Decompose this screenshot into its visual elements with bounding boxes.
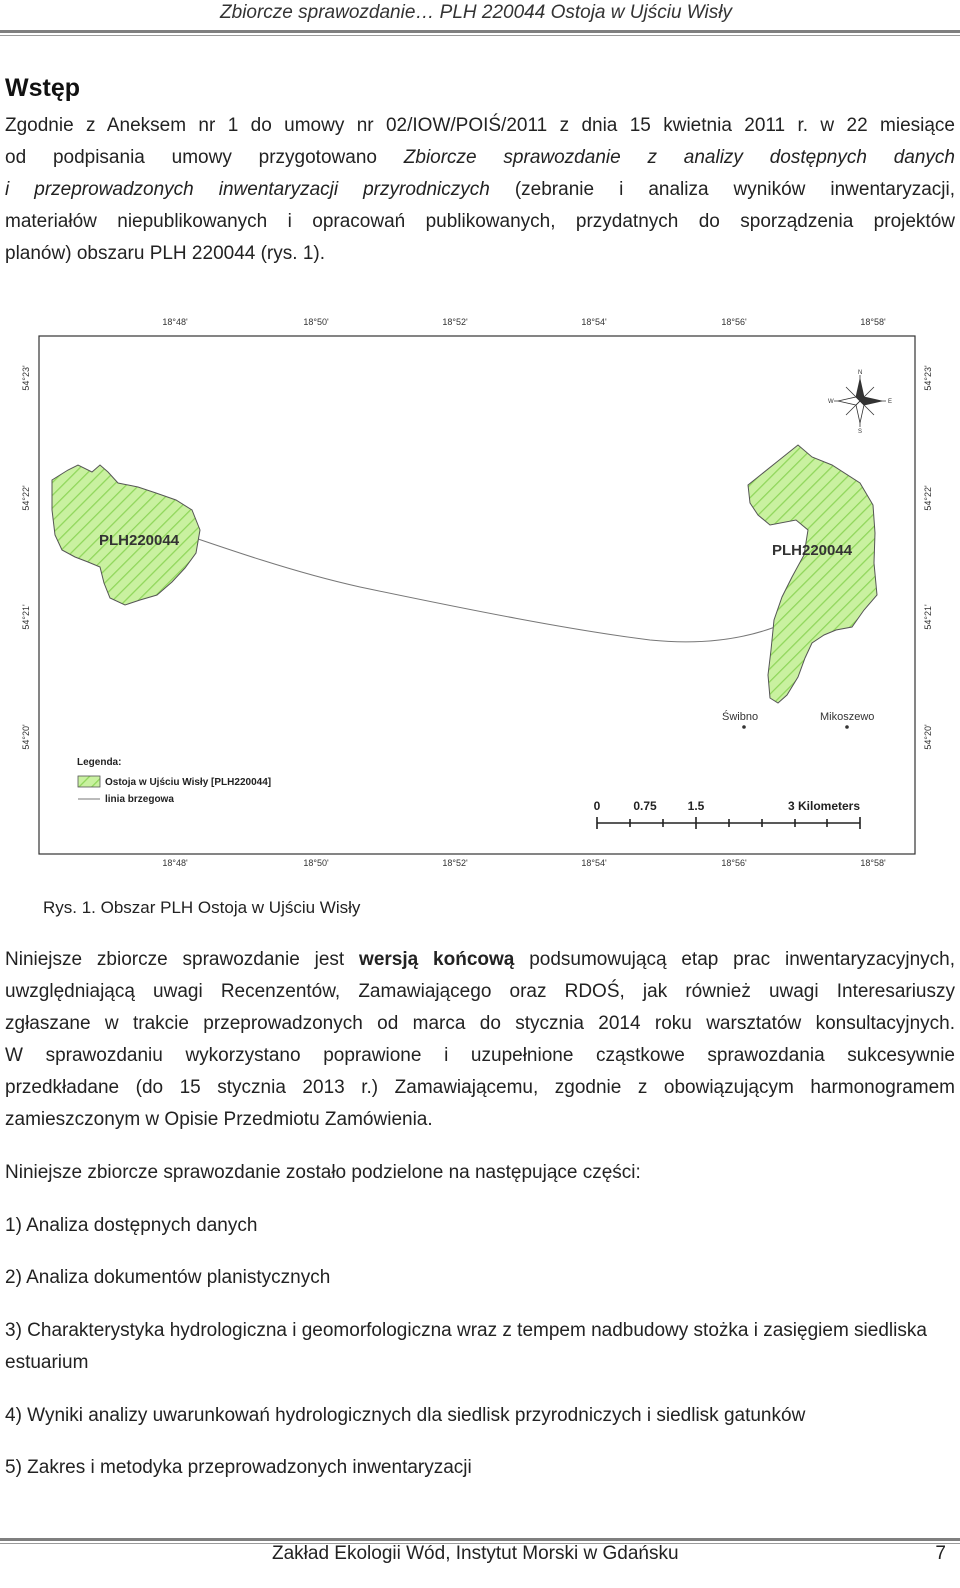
bottom-tick-2: 18°50' xyxy=(303,858,329,868)
section-title: Wstęp xyxy=(5,74,80,102)
intro-line-4: materiałów niepublikowanych i opracowań publikowanych, przydatnych do sporządzenia projektów xyxy=(5,211,955,232)
bottom-tick-6: 18°58' xyxy=(860,858,886,868)
left-tick-1: 54°23' xyxy=(21,365,31,391)
bottom-tick-4: 18°54' xyxy=(581,858,607,868)
p2-line-4: W sprawozdaniu wykorzystano poprawione i uzupełnione cząstkowe sprawozdania sukcesywnie xyxy=(5,1045,955,1066)
p2-line-5: przedkładane (do 15 stycznia 2013 r.) Zamawiającemu, zgodnie z obowiązującym harmonogramem xyxy=(5,1077,955,1098)
right-tick-3: 54°21' xyxy=(923,604,933,630)
legend-title: Legenda: xyxy=(77,757,122,768)
header-rule xyxy=(0,30,960,33)
running-title: Zbiorcze sprawozdanie… PLH 220044 Ostoja w Ujściu Wisły xyxy=(220,2,732,23)
right-tick-2: 54°22' xyxy=(923,485,933,511)
bottom-tick-1: 18°48' xyxy=(162,858,188,868)
top-tick-5: 18°56' xyxy=(721,317,747,327)
compass-e: E xyxy=(888,399,893,405)
list-item: 5) Zakres i metodyka przeprowadzonych inwentaryzacji xyxy=(5,1457,472,1478)
top-tick-2: 18°50' xyxy=(303,317,329,327)
intro-line-2: od podpisania umowy przygotowano Zbiorcze sprawozdanie z analizy dostępnych danych xyxy=(5,147,955,168)
place-swibno-dot xyxy=(742,725,746,729)
scale-label-0: 0 xyxy=(593,799,601,813)
place-swibno: Świbno xyxy=(722,711,759,723)
left-tick-2: 54°22' xyxy=(21,485,31,511)
paragraph-parts-intro: Niniejsze zbiorcze sprawozdanie zostało podzielone na następujące części: xyxy=(5,1162,641,1183)
bottom-tick-3: 18°52' xyxy=(442,858,468,868)
scale-label-075: 0.75 xyxy=(633,799,657,813)
list-item: 2) Analiza dokumentów planistycznych xyxy=(5,1267,331,1288)
p2-line-1: Niniejsze zbiorcze sprawozdanie jest wersją końcową podsumowującą etap prac inwentaryzacyjnych, xyxy=(5,949,956,970)
compass-w: W xyxy=(828,399,834,405)
p2-line-2: uwzględniającą uwagi Recenzentów, Zamawiającego oraz RDOŚ, jak również uwagi Interesariuszy xyxy=(5,981,955,1002)
top-tick-3: 18°52' xyxy=(442,317,468,327)
bottom-tick-5: 18°56' xyxy=(721,858,747,868)
top-tick-1: 18°48' xyxy=(162,317,188,327)
p2-line-6: zamieszczonym w Opisie Przedmiotu Zamówienia. xyxy=(5,1109,433,1130)
legend-item-area: Ostoja w Ujściu Wisły [PLH220044] xyxy=(105,777,272,788)
intro-paragraph xyxy=(5,110,955,270)
list-item: 1) Analiza dostępnych danych xyxy=(5,1215,258,1236)
list-item: 3) Charakterystyka hydrologiczna i geomorfologiczna wraz z tempem nadbudowy stożka i zasięgiem siedliska estuarium xyxy=(5,1320,927,1373)
legend-item-coast: linia brzegowa xyxy=(105,794,174,805)
map-svg xyxy=(0,305,960,880)
intro-line-1: Zgodnie z Aneksem nr 1 do umowy nr 02/IOW/POIŚ/2011 z dnia 15 kwietnia 2011 r. w 22 miesiące xyxy=(5,115,955,136)
footer-rule xyxy=(0,1538,960,1541)
intro-line-3: i przeprowadzonych inwentaryzacji przyrodniczych (zebranie i analiza wyników inwentaryzacji, xyxy=(5,179,955,200)
map-figure xyxy=(0,305,960,880)
top-tick-6: 18°58' xyxy=(860,317,886,327)
figure-caption: Rys. 1. Obszar PLH Ostoja w Ujściu Wisły xyxy=(43,898,361,917)
left-tick-3: 54°21' xyxy=(21,604,31,630)
page-header xyxy=(0,0,960,36)
intro-line-5: planów) obszaru PLH 220044 (rys. 1). xyxy=(5,243,325,264)
right-tick-4: 54°20' xyxy=(923,724,933,750)
header-rule-thin xyxy=(0,35,960,36)
area-label-west: PLH220044 xyxy=(99,532,180,549)
right-tick-1: 54°23' xyxy=(923,365,933,391)
scale-label-15: 1.5 xyxy=(687,799,705,813)
place-mikoszewo: Mikoszewo xyxy=(820,711,875,723)
area-label-east: PLH220044 xyxy=(772,542,853,559)
scale-label-3km: 3 Kilometers xyxy=(788,799,861,813)
page-number: 7 xyxy=(935,1543,946,1564)
place-mikoszewo-dot xyxy=(845,725,849,729)
paragraph-final-version xyxy=(5,944,955,1136)
top-tick-4: 18°54' xyxy=(581,317,607,327)
compass-s: S xyxy=(858,429,863,435)
compass-n: N xyxy=(858,370,863,376)
left-tick-4: 54°20' xyxy=(21,724,31,750)
legend-swatch-area xyxy=(78,776,100,787)
p2-line-3: zgłaszane w trakcie przeprowadzonych od marca do stycznia 2014 roku warsztatów konsultacyjnych. xyxy=(5,1013,955,1034)
footer-institution: Zakład Ekologii Wód, Instytut Morski w Gdańsku xyxy=(272,1543,679,1564)
list-item: 4) Wyniki analizy uwarunkowań hydrologicznych dla siedlisk przyrodniczych i siedlisk gatunków xyxy=(5,1405,806,1426)
